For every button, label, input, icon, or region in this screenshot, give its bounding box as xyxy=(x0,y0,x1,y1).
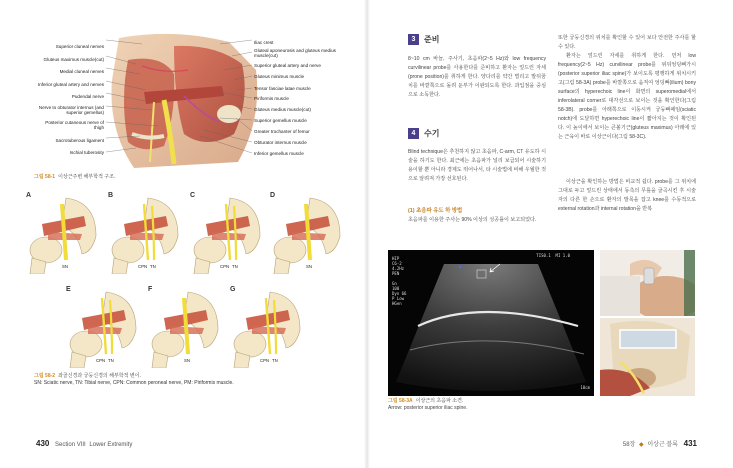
hip-variant-f xyxy=(148,286,220,368)
left-folio xyxy=(36,439,132,448)
right-folio-chapter: 58장 xyxy=(622,442,636,448)
hip-variant-b xyxy=(108,192,180,274)
anatomy-model-photo xyxy=(600,318,695,396)
patient-probe-photo xyxy=(600,250,695,316)
figure3-caption xyxy=(388,398,467,412)
nerve-label-sn: SN xyxy=(184,358,190,363)
section3-heading xyxy=(408,34,439,45)
hip-diagram xyxy=(108,192,180,274)
ultrasound-sector xyxy=(388,250,594,396)
hip-diagram xyxy=(190,192,262,274)
section3-title: 준비 xyxy=(424,35,440,44)
variant-letter: A xyxy=(26,192,32,199)
nerve-label-sn: SN xyxy=(62,264,68,269)
figure1-caption-number: 그림 58-1 xyxy=(34,174,56,180)
figure3-caption-text: 이상근의 초음파 소견. xyxy=(415,398,464,404)
variant-letter: G xyxy=(230,286,236,293)
nerve-label-tn: TN xyxy=(272,358,278,363)
section4-number: 4 xyxy=(408,128,419,139)
nerve-label-tn: TN xyxy=(108,358,114,363)
label-inferior-gemellus: Inferior gemellus muscle xyxy=(254,151,304,156)
figure2-abbreviations: SN: Sciatic nerve, TN: Tibial nerve, CPN: Common peroneal nerve, PM: Piriformis muscle. xyxy=(34,380,234,386)
label-superior-gemellus: Superior gemellus muscle xyxy=(254,118,307,123)
label-gluteal-aponeurosis: Gluteal aponeurosis and gluteus medius muscle(cut) xyxy=(254,48,336,58)
right-page-number: 431 xyxy=(683,439,697,448)
variant-letter: F xyxy=(148,286,153,293)
probe-photo-illustration xyxy=(600,250,695,316)
anatomy-figure xyxy=(24,30,342,170)
figure3-caption-number: 그림 58-3A xyxy=(388,398,413,404)
model-photo-illustration xyxy=(600,318,695,396)
label-gluteus-maximus: Gluteus maximus muscle(cut) xyxy=(43,57,104,62)
left-page-number: 430 xyxy=(36,439,50,448)
figure3-caption-arrow: Arrow: posterior superior iliac spine. xyxy=(388,405,468,411)
label-iliac-crest: Iliac crest xyxy=(254,40,274,45)
label-superior-cluneal: Superior cluneal nerves xyxy=(55,44,104,49)
right-column-p3: 이상근을 확인하는 방법은 비교적 쉽다. probe를 그 위치에 그대로 두고 엎드린 상태에서 동측의 무릎을 굴곡시킨 후 시술자의 다른 한 손으로 환자의 발목을 잡고 knee를 수동적으로 external rotation과 internal rotation을 반복 xyxy=(558,179,696,212)
section3-text: 8~10 cm 바늘, 주사기, 초음파(2~5 Hz)와 low frequency curvilinear probe를 사용한다를 준비하고 환자는 엎드린 자세(prone position)를 취하게 한다. 양다리를 약간 벌리고 발뒤꿈치를 바깥쪽으로 돌려 둔부가 이완되도록 한다. 과입점을 중심으로 소독한다. xyxy=(408,56,546,98)
label-gluteus-minimus: Gluteus minimus muscle xyxy=(254,74,305,79)
section3-number: 3 xyxy=(408,34,419,45)
label-medial-cluneal: Medial cluneal nerves xyxy=(59,69,104,74)
figure2-caption-text: 좌골신경과 궁둥신경의 해부학적 변이. xyxy=(58,373,141,379)
label-inferior-gluteal: Inferior gluteal artery and nerves xyxy=(37,82,104,87)
hip-diagram xyxy=(66,286,138,368)
label-tensor-fasciae: Tensor fasciae latae muscle xyxy=(254,86,311,91)
variant-letter: B xyxy=(108,192,114,199)
nerve-label-cpn: CPN xyxy=(138,264,148,269)
figure1-caption xyxy=(34,173,115,180)
label-posterior-cutaneous: Posterior cutaneous nerve of thigh xyxy=(45,120,104,130)
label-sacrotuberous: Sacrotuberous ligament xyxy=(55,138,104,143)
hip-diagram xyxy=(26,192,98,274)
label-ischial-tuberosity: Ischial tuberosity xyxy=(69,150,104,155)
label-gluteus-medius: Gluteus medius muscle(cut) xyxy=(254,107,311,112)
nerve-label-cpn: CPN xyxy=(96,358,106,363)
hip-variant-c xyxy=(190,192,262,274)
variant-letter: D xyxy=(270,192,276,199)
ultrasound-depth: 10cm xyxy=(580,385,590,390)
right-folio xyxy=(623,439,697,448)
section4-subtext: 초음파를 이용한 주사는 90% 이상의 성공률이 보고되었다. xyxy=(408,217,537,223)
variant-letter: C xyxy=(190,192,196,199)
ultrasound-image xyxy=(388,250,594,396)
folio-diamond-icon: ◆ xyxy=(639,442,644,448)
ultrasound-parameters: HIP C6-2 4.2Hz PEN Gn 100 Dyn 66 P Low HGen xyxy=(392,256,407,306)
right-column-p1: 또한 궁둥신경의 위치를 확인할 수 있어 보다 안전한 주사를 할 수 있다. xyxy=(558,35,696,50)
hip-variant-a xyxy=(26,192,98,274)
right-folio-chapter-title: 이상근 블록 xyxy=(647,442,678,448)
section4-subheading: (1) 초음파 유도 하 방법 xyxy=(408,208,463,214)
label-piriformis: Piriformis muscle xyxy=(254,96,289,101)
nerve-label-tn: TN xyxy=(150,264,156,269)
left-folio-section-title: Lower Extremity xyxy=(89,442,133,448)
left-folio-section: Section VIII xyxy=(55,442,86,448)
variant-letter: E xyxy=(66,286,71,293)
section4-title: 수기 xyxy=(424,129,440,138)
figure2-caption-number: 그림 58-2 xyxy=(34,373,56,379)
section4-text: Blind technique은 추천하지 않고 초음파, C-arm, CT 유도하 시술을 하기도 한다. 최근에는 초음파가 널리 보급되어 시술하기 용이할 뿐 아니라 경제도 뛰어나서, 타 시술법에 비해 우월한 것으로 알려져 가장 선호된다. xyxy=(408,149,546,182)
hip-diagram xyxy=(270,192,342,274)
nerve-label-sn: SN xyxy=(306,264,312,269)
hip-diagram xyxy=(148,286,220,368)
label-nerve-obturator: Nerve to obturator internus (and superior gemellus) xyxy=(38,105,104,115)
right-column-p2: 환자는 엎드린 자세를 취하게 한다. 먼저 low frequency(2~5 Hz) curvilinear probe를 위뒤엉덩뼈가시(posterior superior iliac spine)가 보이도록 평행하게 위치시키고(그림 58-3A) probe를 바깥쪽으로 움직여 엉덩뼈(ilium) bony surface의 hyperechoic line이 화면의 superomedial에서 inferolateral corner로 대각선으로 보이는 것을 확인한다(그림 58-3B). probe를 아래쪽으로 이동시켜 궁둥뼈패임(sciatic notch)에 도달하면 hyperechoic line이 짧아지는 것이 확인된다. 이 높이에서 보이는 큰볼기근(gluteus maximus) 아래에 있는 근육이 바로 이상근이다(그림 58-3C). xyxy=(558,53,696,140)
nerve-label-cpn: CPN xyxy=(220,264,230,269)
hip-diagram xyxy=(230,286,302,368)
nerve-label-tn: TN xyxy=(232,264,238,269)
figure2-caption xyxy=(34,372,141,379)
left-page xyxy=(0,0,366,468)
label-obturator-internus: Obturator internus muscle xyxy=(254,140,307,145)
hip-variant-d xyxy=(270,192,342,274)
section4-heading xyxy=(408,128,439,139)
ultrasound-readout: TIS0.1 MI 1.0 xyxy=(536,253,570,258)
figure1-caption-text: 이상근주변 해부학적 구조. xyxy=(58,174,116,180)
nerve-label-cpn: CPN xyxy=(260,358,270,363)
hip-variant-g xyxy=(230,286,302,368)
label-greater-trochanter: Greater trochanter of femur xyxy=(254,129,310,134)
label-superior-gluteal: Superior gluteal artery and nerve xyxy=(254,63,321,68)
label-pudendal: Pudendal nerve xyxy=(71,94,104,99)
hip-variant-e xyxy=(66,286,138,368)
